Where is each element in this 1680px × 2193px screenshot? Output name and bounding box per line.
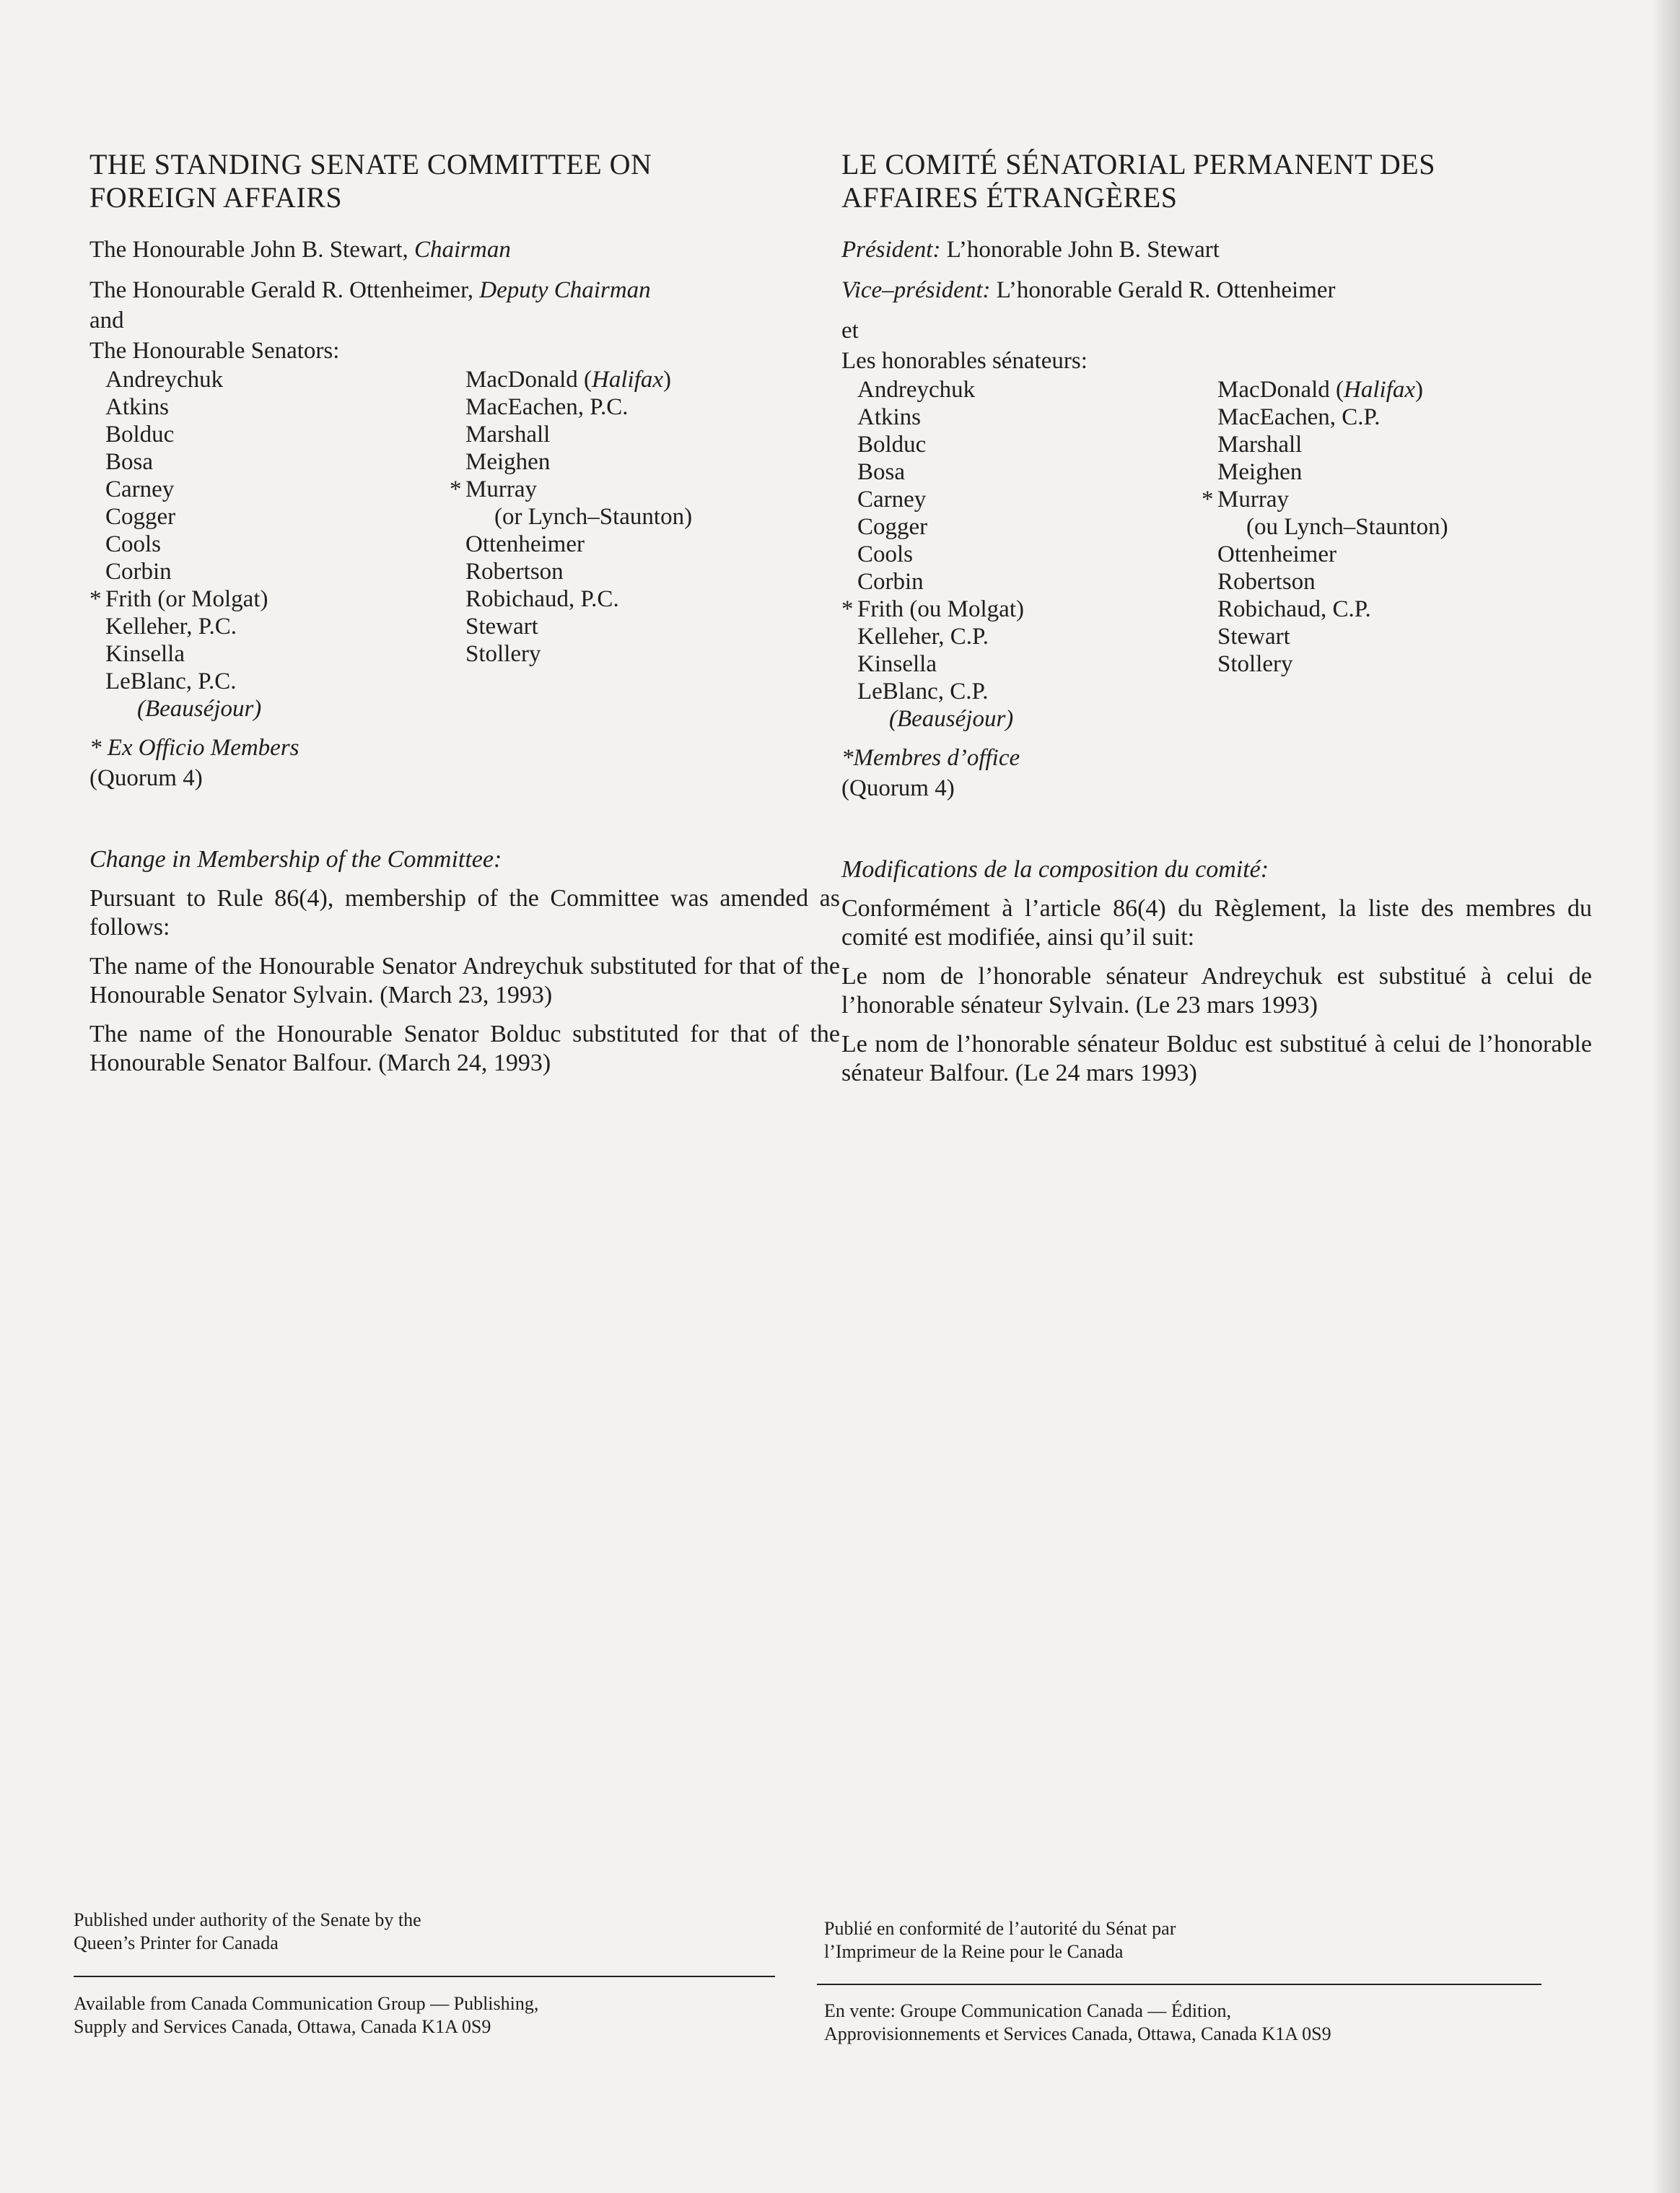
members-right-fr [1202,376,1592,733]
publisher-note-en: Published under authority of the Senate by the Queen’s Printer for Canada [74,1909,421,1953]
member: Carney [857,487,927,513]
member: Atkins [857,404,922,430]
committee-heading-en: THE STANDING SENATE COMMITTEE ON FOREIGN AFFAIRS [89,148,652,214]
member-alternate: (ou Lynch–Staunton) [1246,514,1448,540]
deputy-line-fr: Vice–président: L’honorable Gerald R. Ottenheimer [841,277,1336,303]
member: Stewart [1217,624,1290,650]
members-left-fr [841,376,1217,733]
ex-officio-note-fr: *Membres d’office [841,745,1020,771]
member: Carney [105,476,175,502]
french-column [841,148,1592,1088]
member: Robichaud, P.C. [465,586,619,612]
member: Cogger [105,504,176,530]
members-list-fr [841,376,1592,733]
change-para-3-fr: Le nom de l’honorable sénateur Bolduc est substitué à celui de l’honorable sénateur Balfour. (Le 24 mars 1993) [841,1031,1592,1086]
senators-label-en: The Honourable Senators: [89,338,340,364]
quorum-fr: (Quorum 4) [841,775,955,801]
chair-line-fr: Président: L’honorable John B. Stewart [841,237,1220,263]
member: Bosa [857,459,905,485]
member: Stollery [465,641,541,667]
footer-divider-fr [817,1984,1541,1985]
member-riding: (Beauséjour) [889,706,1014,732]
member: Meighen [1217,459,1303,485]
member: Ottenheimer [1217,541,1336,567]
member: Cools [105,531,162,557]
member-ex-officio: * Murray [1202,487,1289,513]
member: Corbin [857,569,924,595]
availability-note-en: Available from Canada Communication Group — Publishing, Supply and Services Canada, Ottawa, Canada K1A 0S9 [74,1993,539,2037]
change-para-2-fr: Le nom de l’honorable sénateur Andreychuk est substitué à celui de l’honorable sénateur Sylvain. (Le 23 mars 1993) [841,963,1592,1019]
change-title-fr: Modifications de la composition du comité: [841,856,1269,883]
members-list-en [89,366,840,723]
members-left-en [89,366,465,723]
member: LeBlanc, P.C. [105,668,237,694]
member: Meighen [465,449,551,475]
member: Stewart [465,614,538,640]
chair-line-en: The Honourable John B. Stewart, Chairman [89,237,511,263]
and-en: and [89,308,124,333]
change-para-1-fr: Conformément à l’article 86(4) du Règlement, la liste des membres du comité est modifiée, ainsi qu’il suit: [841,895,1592,951]
member: Robertson [465,559,564,585]
member: Bolduc [857,432,927,458]
member: Stollery [1217,651,1293,677]
members-right-en [450,366,840,723]
member: Bosa [105,449,153,475]
member-riding: (Beauséjour) [137,696,262,722]
member: MacEachen, C.P. [1217,404,1381,430]
english-column [89,148,840,1078]
member: Atkins [105,394,170,420]
member: Corbin [105,559,172,585]
change-para-3-en: The name of the Honourable Senator Bolduc substituted for that of the Honourable Senator Balfour. (March 24, 1993) [89,1021,840,1076]
member: Cools [857,541,914,567]
member: Andreychuk [105,367,224,393]
member: Robertson [1217,569,1316,595]
member: Kelleher, P.C. [105,614,237,640]
footer-divider-en [74,1976,775,1977]
quorum-en: (Quorum 4) [89,765,203,791]
deputy-line-en: The Honourable Gerald R. Ottenheimer, Deputy Chairman [89,277,651,303]
publisher-note-fr: Publié en conformité de l’autorité du Sénat par l’Imprimeur de la Reine pour le Canada [824,1918,1176,1962]
member: Kinsella [105,641,185,667]
availability-note-fr: En vente: Groupe Communication Canada — Édition, Approvisionnements et Services Canada, Ottawa, Canada K1A 0S9 [824,2000,1331,2044]
member: Cogger [857,514,928,540]
member: Bolduc [105,422,175,448]
senators-label-fr: Les honorables sénateurs: [841,348,1088,374]
member: Kinsella [857,651,937,677]
member-ex-officio: * Murray [450,476,537,502]
change-title-en: Change in Membership of the Committee: [89,846,502,873]
member: MacDonald (Halifax) [1217,377,1424,403]
member-alternate: (or Lynch–Staunton) [494,504,693,530]
member: Kelleher, C.P. [857,624,989,650]
member: Ottenheimer [465,531,585,557]
member-ex-officio: * Frith (or Molgat) [89,586,268,612]
page-edge-shadow [1651,0,1680,2193]
member: Marshall [465,422,551,448]
member: Andreychuk [857,377,976,403]
member: MacEachen, P.C. [465,394,629,420]
committee-heading-fr: LE COMITÉ SÉNATORIAL PERMANENT DES AFFAIRES ÉTRANGÈRES [841,148,1435,214]
member: LeBlanc, C.P. [857,679,989,705]
and-fr: et [841,318,859,344]
ex-officio-note-en: * Ex Officio Members [89,735,299,761]
member: MacDonald (Halifax) [465,367,672,393]
member: Robichaud, C.P. [1217,596,1371,622]
member-ex-officio: * Frith (ou Molgat) [841,596,1024,622]
member: Marshall [1217,432,1303,458]
change-para-1-en: Pursuant to Rule 86(4), membership of the Committee was amended as follows: [89,885,840,941]
change-para-2-en: The name of the Honourable Senator Andreychuk substituted for that of the Honourable Senator Sylvain. (March 23, 1993) [89,953,840,1008]
